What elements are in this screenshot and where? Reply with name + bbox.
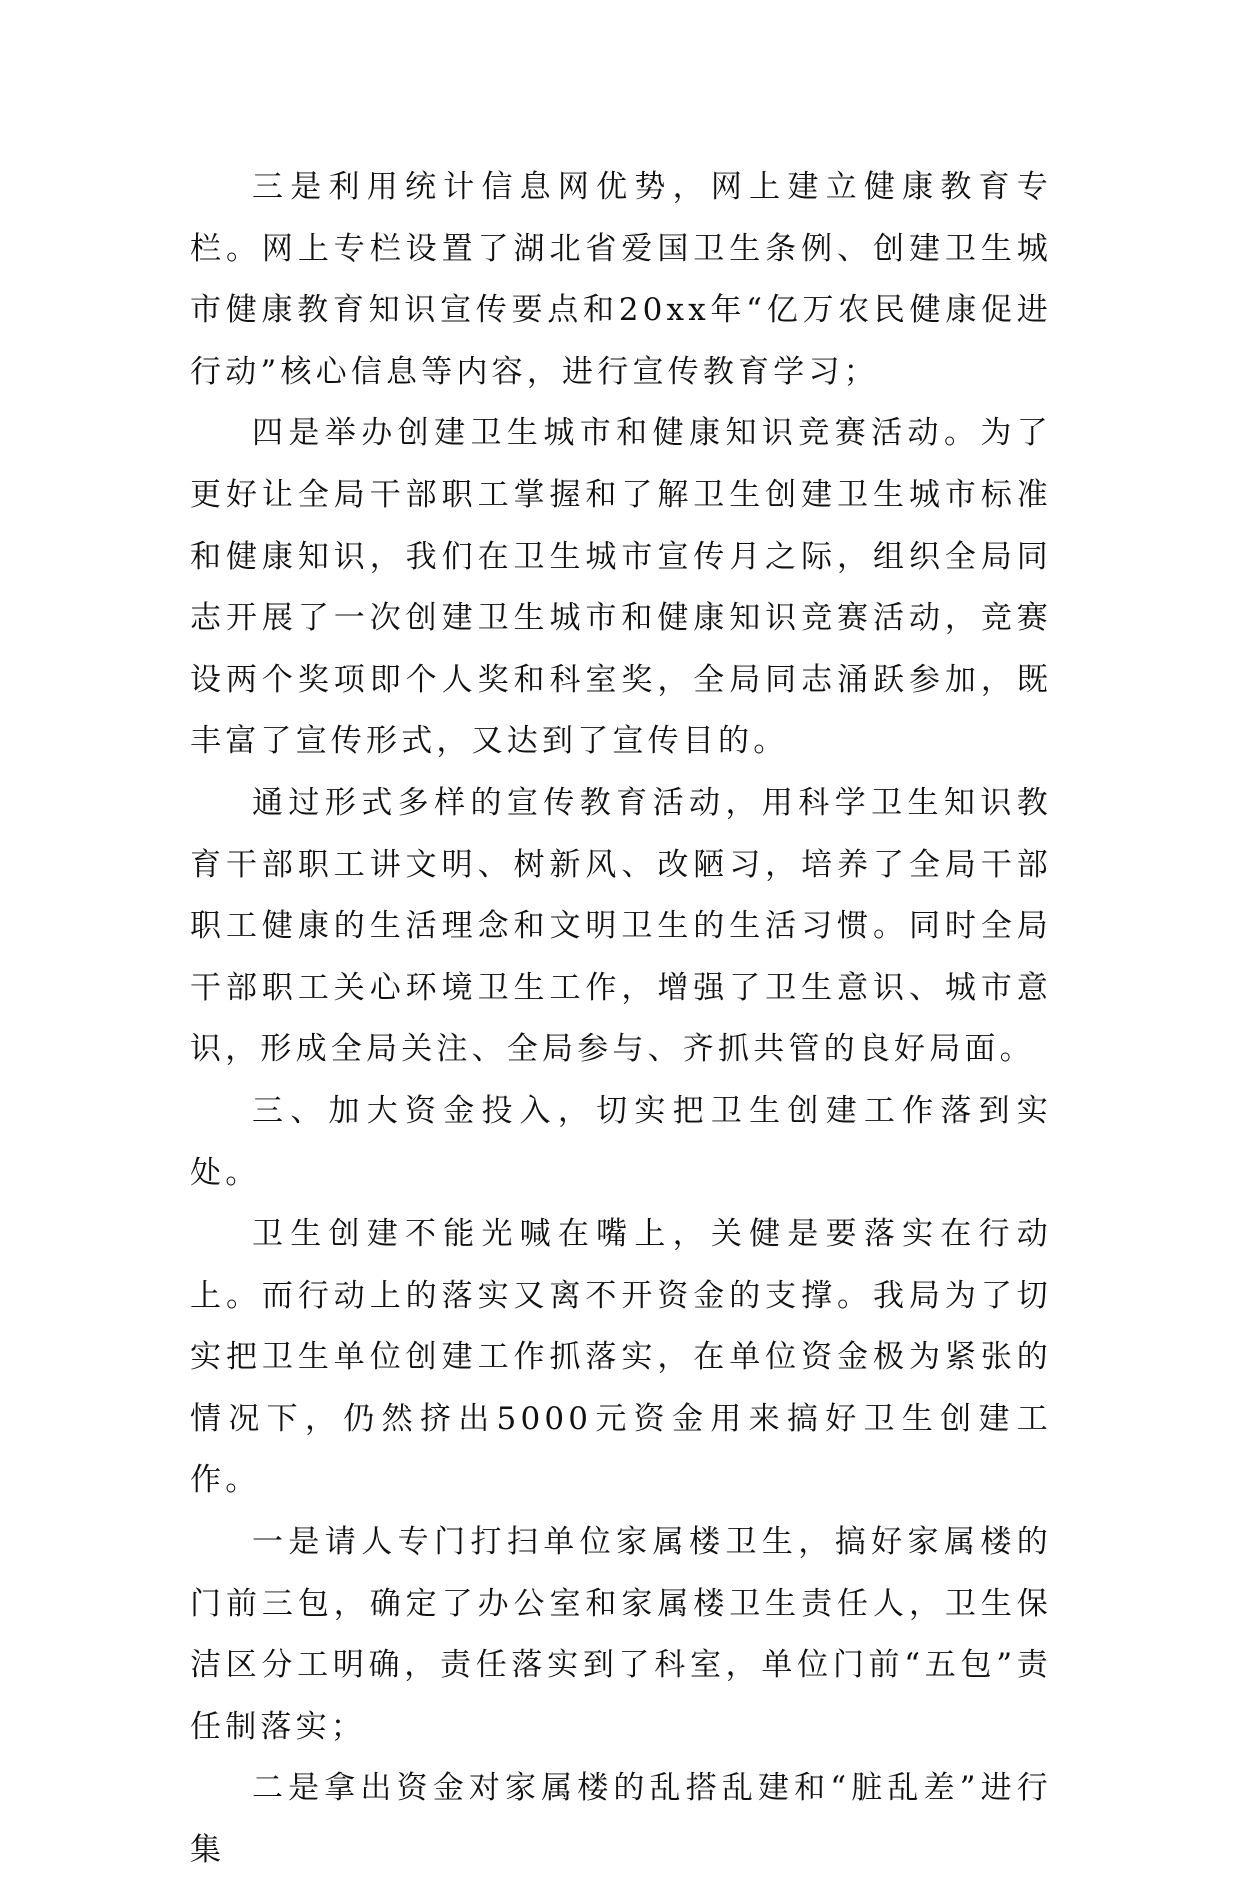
paragraph-online-health-column: 三是利用统计信息网优势，网上建立健康教育专栏。网上专栏设置了湖北省爱国卫生条例、创建卫生城市健康教育知识宣传要点和20xx年“亿万农民健康促进行动”核心信息等内容，进行宣传教育学习；: [190, 169, 1052, 390]
section-heading-funding: 三、加大资金投入，切实把卫生创建工作落到实处。: [190, 1092, 1052, 1191]
paragraph-education-results: 通过形式多样的宣传教育活动，用科学卫生知识教育干部职工讲文明、树新风、改陋习，培养了全局干部职工健康的生活理念和文明卫生的生活习惯。同时全局干部职工关心环境卫生工作，增强了卫生意识、城市意识，形成全局关注、全局参与、齐抓共管的良好局面。: [190, 784, 1052, 1068]
paragraph-building-renovation: 二是拿出资金对家属楼的乱搭乱建和“脏乱差”进行集: [190, 1770, 1052, 1869]
document-body: [190, 157, 1052, 1882]
paragraph-funding-support: 卫生创建不能光喊在嘴上，关健是要落实在行动上。而行动上的落实又离不开资金的支撑。我局为了切实把卫生单位创建工作抓落实，在单位资金极为紧张的情况下，仍然挤出5000元资金用来搞好卫生创建工作。: [190, 1216, 1052, 1499]
paragraph-knowledge-contest: 四是举办创建卫生城市和健康知识竞赛活动。为了更好让全局干部职工掌握和了解卫生创建卫生城市标准和健康知识，我们在卫生城市宣传月之际，组织全局同志开展了一次创建卫生城市和健康知识竞赛活动，竞赛设两个奖项即个人奖和科室奖，全局同志涌跃参加，既丰富了宣传形式，又达到了宣传目的。: [190, 415, 1052, 760]
paragraph-cleaning-responsibility: 一是请人专门打扫单位家属楼卫生，搞好家属楼的门前三包，确定了办公室和家属楼卫生责任人，卫生保洁区分工明确，责任落实到了科室，单位门前“五包”责任制落实；: [190, 1524, 1052, 1745]
